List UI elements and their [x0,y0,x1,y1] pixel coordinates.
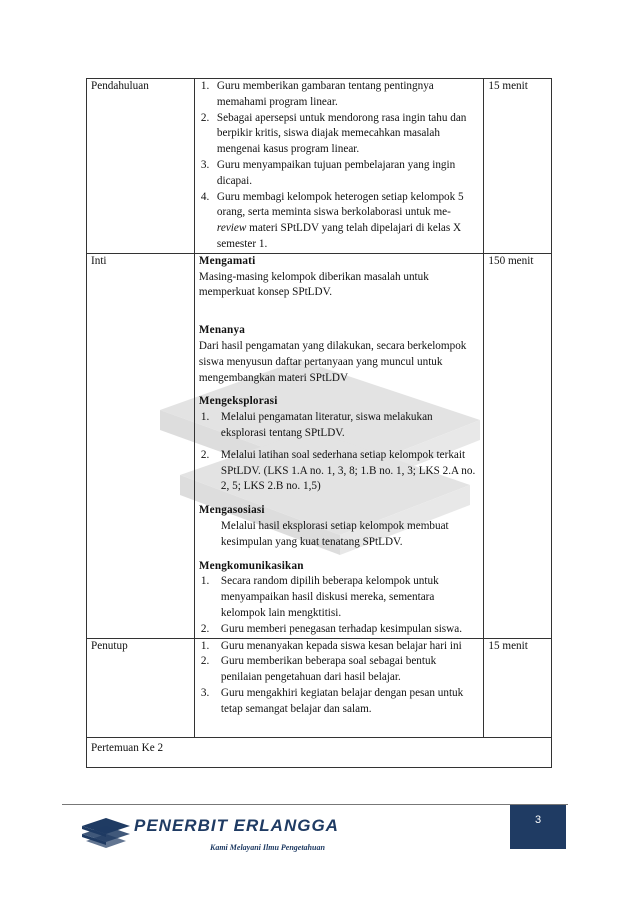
section-text-mengamati: Masing-masing kelompok diberikan masalah untuk memperkuat konsep SPtLDV. [198,270,429,299]
phase-label: Penutup [87,638,195,738]
duration-cell: 15 menit [484,79,552,254]
publisher-name: PENERBIT ERLANGGA [134,816,339,835]
list-item: 2. Guru memberi penegasan terhadap kesimpulan siswa. [200,622,462,635]
activity-cell [194,638,483,738]
list-item: 2. Melalui latihan soal sederhana setiap kelompok terkait SPtLDV. (LKS 1.A no. 1, 3, 8; 1.B no. 1, 3; LKS 2.A no. 2, 5; LKS 2.B no. 1,5) [200,448,476,493]
footer-divider [62,804,568,805]
table-row-pendahuluan [87,79,552,254]
phase-label: Pendahuluan [87,79,195,254]
duration-cell: 15 menit [484,638,552,738]
table-row-pertemuan [87,738,552,768]
meeting-label: Pertemuan Ke 2 [87,738,552,768]
section-heading-mengkomunikasikan: Mengkomunikasikan [198,559,304,572]
mengkomunikasikan-list [199,574,479,637]
list-item: 1. Secara random dipilih beberapa kelompok untuk menyampaikan hasil diskusi mereka, sementara kelompok lain mengktitisi. [200,575,439,619]
pendahuluan-list [199,79,479,253]
duration-cell: 150 menit [484,253,552,638]
section-heading-menanya: Menanya [198,324,246,337]
list-item: 1. Guru memberikan gambaran tentang pentingnya memahami program linear. [200,80,434,108]
table-row-penutup [87,638,552,738]
section-heading-mengasosiasi: Mengasosiasi [198,504,265,517]
activity-cell [194,79,483,254]
list-item: 3. Guru menyampaikan tujuan pembelajaran yang ingin dicapai. [200,158,456,187]
section-text-mengasosiasi: Melalui hasil eksplorasi setiap kelompok membuat kesimpulan yang kuat tenatang SPtLDV. [220,519,449,548]
list-item: 4. Guru membagi kelompok heterogen setiap kelompok 5 orang, serta meminta siswa berkolaborasi untuk me-review materi SPtLDV yang telah dipelajari di kelas X semester 1. [200,190,464,250]
list-item: 2. Guru memberikan beberapa soal sebagai bentuk penilaian pengetahuan dari hasil belajar. [200,655,437,684]
table-row-inti [87,253,552,638]
book-stack-icon [80,812,132,852]
section-heading-mengamati: Mengamati [198,254,256,267]
lesson-plan-table [86,78,552,768]
penutup-list [199,639,479,718]
list-item: 1. Melalui pengamatan literatur, siswa melakukan eksplorasi tentang SPtLDV. [200,411,433,439]
italic-term: review [216,222,247,235]
publisher-tagline: Kami Melayani Ilmu Pengetahuan [210,843,325,852]
publisher-logo [80,812,360,856]
section-heading-mengeksplorasi: Mengeksplorasi [198,395,278,408]
list-item: 3. Guru mengakhiri kegiatan belajar dengan pesan untuk tetap semangat belajar dan salam. [200,686,464,715]
phase-label: Inti [87,253,195,638]
mengeksplorasi-list [199,410,479,495]
activity-cell [194,253,483,638]
page-number: 3 [510,805,566,849]
list-item: 2. Sebagai apersepsi untuk mendorong rasa ingin tahu dan berpikir kritis, siswa diajak memecahkan masalah mengenai kasus program linear. [200,111,467,156]
section-text-menanya: Dari hasil pengamatan yang dilakukan, secara berkelompok siswa menyusun daftar pertanyaan yang muncul untuk mengembangkan materi SPtLDV [198,339,467,384]
list-item: 1. Guru menanyakan kepada siswa kesan belajar hari ini [200,639,462,652]
